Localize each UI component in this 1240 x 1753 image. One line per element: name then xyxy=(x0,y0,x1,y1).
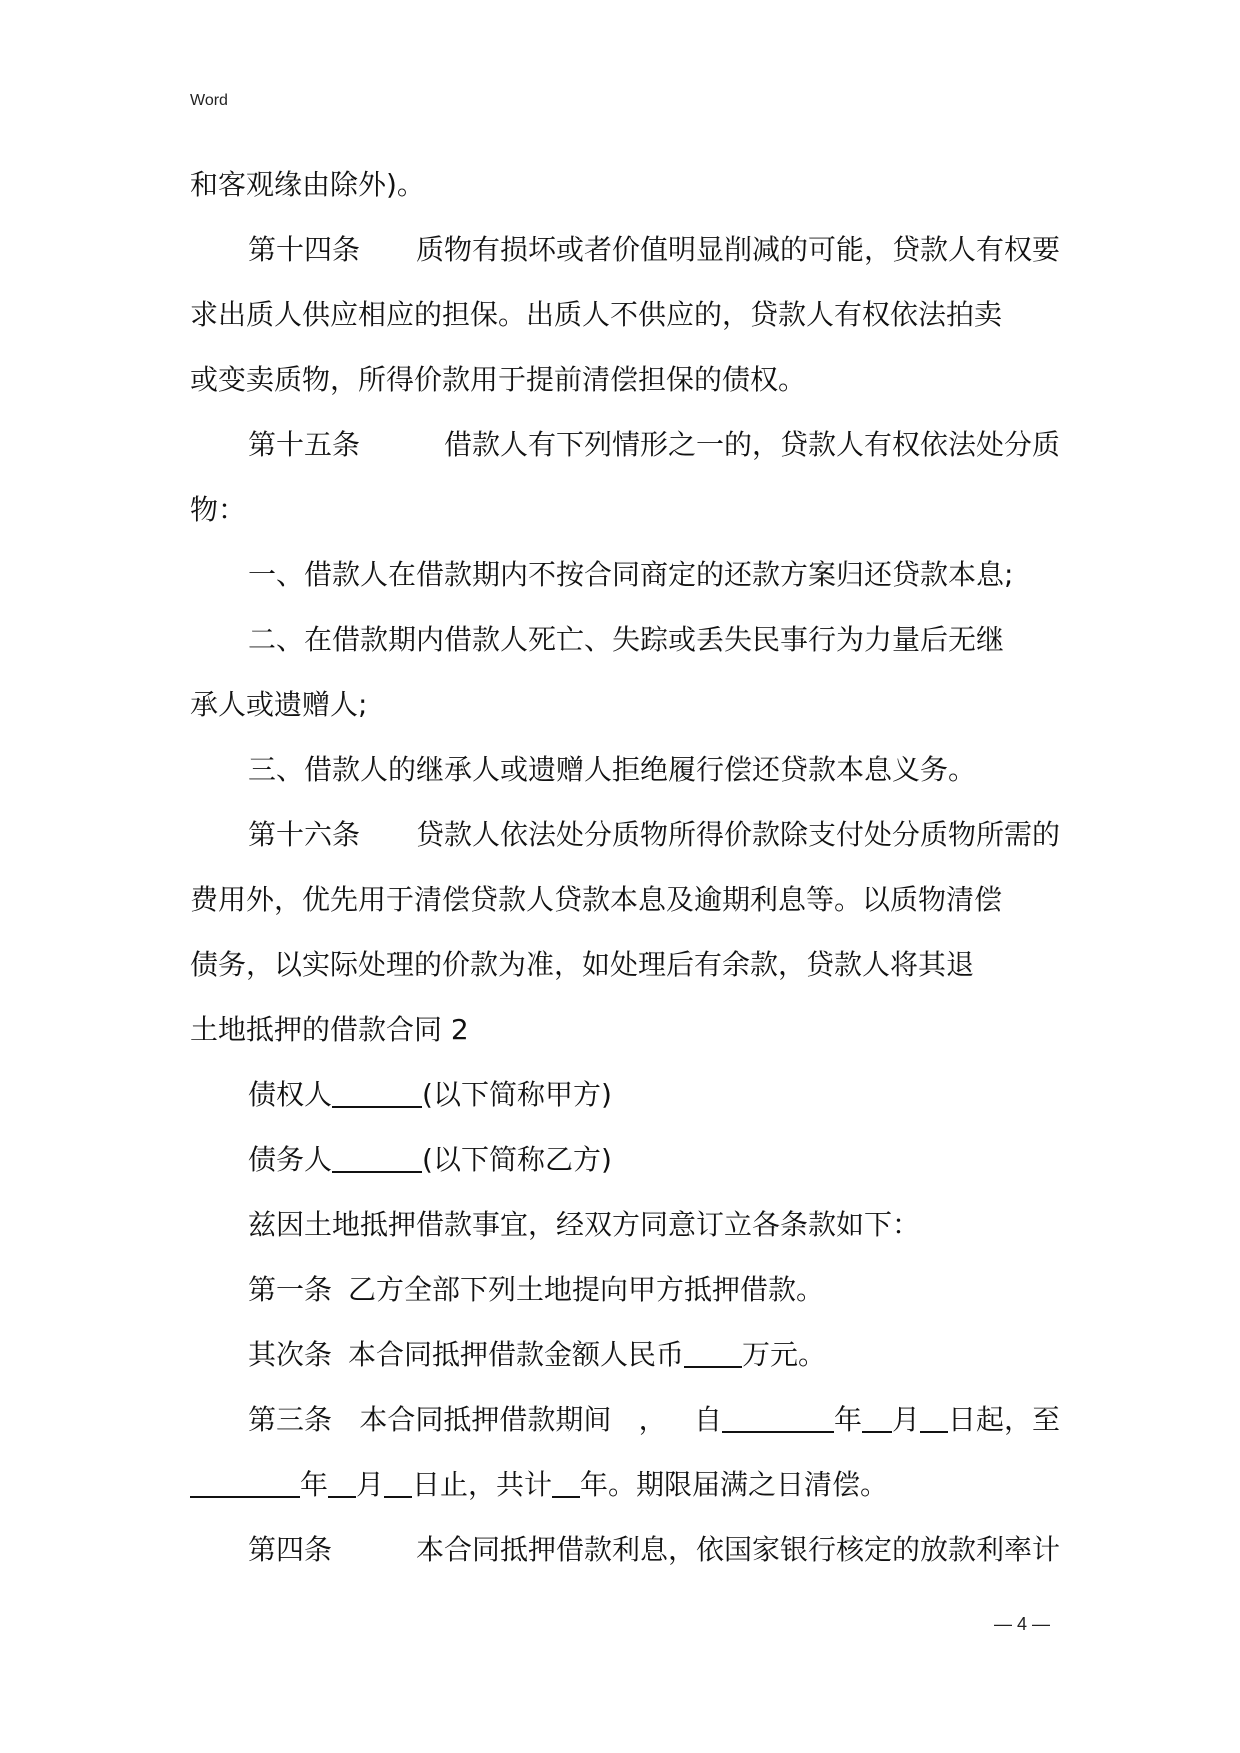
debtor-blank xyxy=(332,1139,422,1173)
article-number: 其次条 xyxy=(248,1338,333,1371)
day-blank xyxy=(920,1399,948,1433)
date-to-line: 年 月 日止，共计 年。期限届满之日清偿。 xyxy=(190,1452,1060,1517)
running-header: Word xyxy=(190,92,228,109)
article-2-line xyxy=(190,1322,1060,1387)
creditor-line xyxy=(190,1062,1060,1127)
list-item: 三、借款人的继承人或遗赠人拒绝履行偿还贷款本息义务。 xyxy=(248,753,977,786)
article-number: 第十五条 xyxy=(248,428,361,461)
creditor-label: 债权人 xyxy=(248,1078,333,1111)
article-number: 第十六条 xyxy=(248,818,361,851)
debtor-note: (以下简称乙方) xyxy=(422,1143,612,1176)
article-1-line xyxy=(190,1257,1060,1322)
paragraph-line: 承人或遗赠人; xyxy=(190,688,368,721)
amount-blank xyxy=(684,1334,742,1368)
article-text: 贷款人依法处分质物所得价款除支付处分质物所需的 xyxy=(415,818,1060,851)
paragraph-line: 求出质人供应相应的担保。出质人不供应的，贷款人有权依法拍卖 xyxy=(190,298,1003,331)
list-item: 一、借款人在借款期内不按合同商定的还款方案归还贷款本息; xyxy=(248,558,1014,591)
paragraph-line: 或变卖质物，所得价款用于提前清偿担保的债权。 xyxy=(190,363,807,396)
article-number: 第一条 xyxy=(248,1273,333,1306)
date-from-segment: 自 年 月 日起，至 xyxy=(694,1387,1060,1452)
paragraph-line: 费用外，优先用于清偿贷款人贷款本息及逾期利息等。以质物清偿 xyxy=(190,883,1003,916)
list-item: 二、在借款期内借款人死亡、失踪或丢失民事行为力量后无继 xyxy=(248,623,1005,656)
article-comma: ， xyxy=(638,1403,667,1436)
document-body xyxy=(190,152,1060,1582)
article-text: 本合同抵押借款期间 xyxy=(359,1403,612,1436)
article-text: 质物有损坏或者价值明显削减的可能，贷款人有权要 xyxy=(415,233,1060,266)
debtor-label: 债务人 xyxy=(248,1143,333,1176)
creditor-note: (以下简称甲方) xyxy=(422,1078,612,1111)
article-text: 乙方全部下列土地提向甲方抵押借款。 xyxy=(348,1273,825,1306)
article-text: 本合同抵押借款金额人民币 xyxy=(348,1338,685,1371)
article-16-line xyxy=(190,802,1060,867)
year-blank xyxy=(722,1399,834,1433)
paragraph-line: 债务，以实际处理的价款为准，如处理后有余款，贷款人将其退 xyxy=(190,948,975,981)
article-number: 第三条 xyxy=(248,1403,333,1436)
debtor-line xyxy=(190,1127,1060,1192)
article-text: 借款人有下列情形之一的，贷款人有权依法处分质 xyxy=(443,428,1060,461)
year-blank xyxy=(190,1464,300,1498)
creditor-blank xyxy=(332,1074,422,1108)
day-blank xyxy=(384,1464,412,1498)
article-14-line xyxy=(190,217,1060,282)
article-number: 第四条 xyxy=(248,1533,333,1566)
section-title: 土地抵押的借款合同 2 xyxy=(190,1013,469,1046)
duration-blank xyxy=(552,1464,580,1498)
page-number: — 4 — xyxy=(993,1614,1050,1634)
month-blank xyxy=(862,1399,892,1433)
amount-unit: 万元。 xyxy=(742,1338,827,1371)
article-15-line xyxy=(190,412,1060,477)
article-text: 本合同抵押借款利息，依国家银行核定的放款利率计 xyxy=(415,1533,1060,1566)
paragraph-line: 物： xyxy=(190,493,247,526)
month-blank xyxy=(328,1464,356,1498)
paragraph-line: 和客观缘由除外)。 xyxy=(190,168,425,201)
paragraph-line: 兹因土地抵押借款事宜，经双方同意订立各条款如下： xyxy=(248,1208,921,1241)
article-3-line xyxy=(190,1387,1060,1452)
article-number: 第十四条 xyxy=(248,233,361,266)
article-4-line xyxy=(190,1517,1060,1582)
